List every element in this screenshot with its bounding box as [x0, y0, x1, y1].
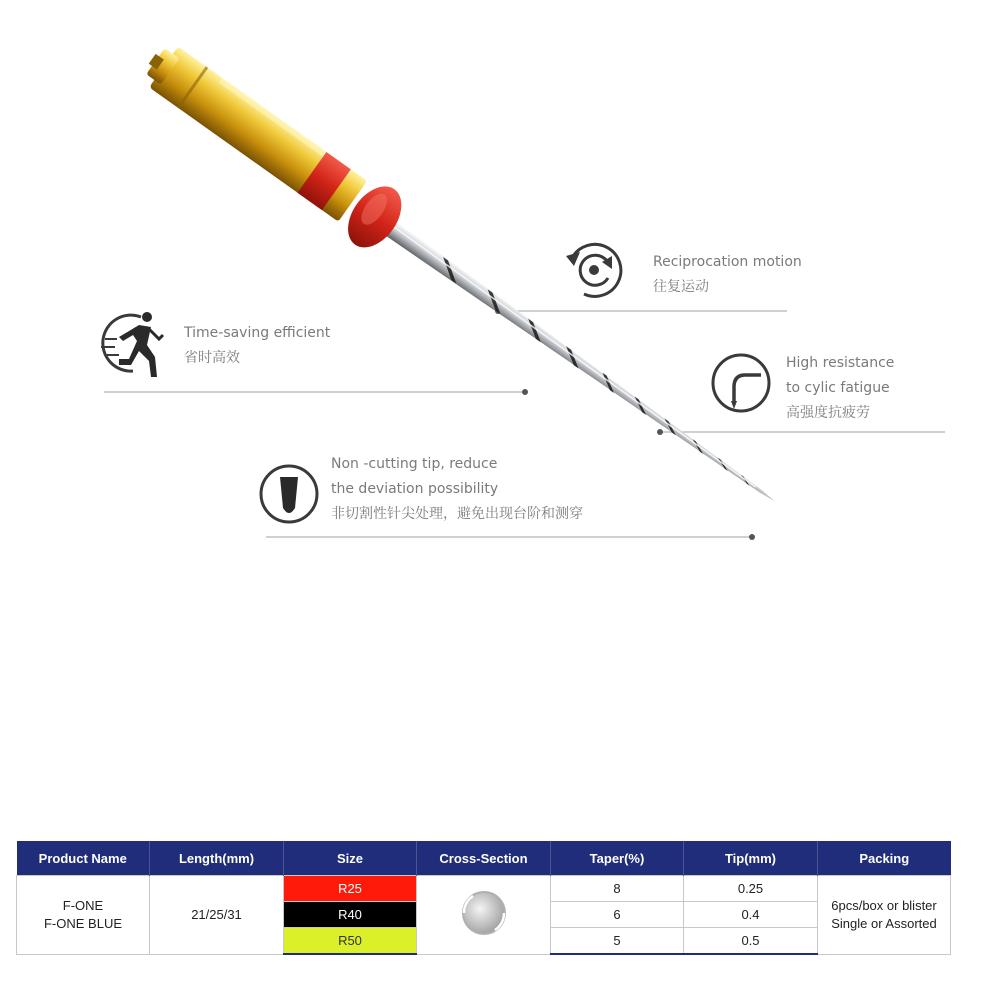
feature-tip-en-line2: the deviation possibility	[331, 481, 499, 497]
runner-icon	[101, 312, 163, 377]
cell-cross-section	[417, 876, 551, 955]
feature-tip-en-line1: Non -cutting tip, reduce	[331, 456, 498, 472]
feature-time-saving-zh: 省时高效	[184, 350, 240, 366]
feature-resistance-en-line2: to cylic fatigue	[786, 380, 890, 396]
cell-taper-2: 6	[551, 902, 684, 928]
cell-taper-3: 5	[551, 928, 684, 955]
packing-line-2: Single or Assorted	[831, 915, 937, 931]
table-row	[17, 876, 951, 902]
header-cross-section: Cross-Section	[417, 841, 551, 876]
feature-resistance-en-line1: High resistance	[786, 355, 895, 371]
header-length: Length(mm)	[150, 841, 284, 876]
cell-size-r40: R40	[284, 902, 417, 928]
cell-tip-3: 0.5	[684, 928, 818, 955]
feature-reciprocation-en: Reciprocation motion	[653, 254, 802, 270]
cell-product-name	[17, 876, 150, 955]
header-taper: Taper(%)	[551, 841, 684, 876]
header-tip: Tip(mm)	[684, 841, 818, 876]
cell-taper-1: 8	[551, 876, 684, 902]
feature-time-saving-en: Time-saving efficient	[184, 325, 331, 341]
product-name-2: F-ONE BLUE	[43, 915, 122, 931]
packing-line-1: 6pcs/box or blister	[831, 897, 937, 913]
cell-packing	[818, 876, 951, 955]
file-handle	[175, 65, 367, 222]
feature-reciprocation	[653, 250, 802, 300]
feature-tip-zh: 非切割性针尖处理，避免出现台阶和测穿	[331, 506, 583, 522]
header-packing: Packing	[818, 841, 951, 876]
product-name-1: F-ONE	[62, 897, 104, 913]
cell-size-r50: R50	[284, 928, 417, 955]
bent-file-icon	[713, 355, 769, 411]
table-header-row	[17, 841, 951, 876]
cell-tip-1: 0.25	[684, 876, 818, 902]
feature-tip	[331, 452, 583, 527]
header-product-name: Product Name	[17, 841, 150, 876]
cell-size-r25: R25	[284, 876, 417, 902]
rounded-tip-icon	[261, 466, 317, 522]
feature-resistance	[786, 351, 894, 426]
header-size: Size	[284, 841, 417, 876]
spec-table	[16, 841, 951, 955]
reciprocation-icon	[566, 244, 621, 296]
feature-time-saving	[184, 321, 330, 371]
cell-tip-2: 0.4	[684, 902, 818, 928]
feature-resistance-zh: 高强度抗疲劳	[786, 405, 870, 421]
cross-section-icon	[459, 888, 509, 938]
feature-reciprocation-zh: 往复运动	[653, 279, 709, 295]
cell-length: 21/25/31	[150, 876, 284, 955]
